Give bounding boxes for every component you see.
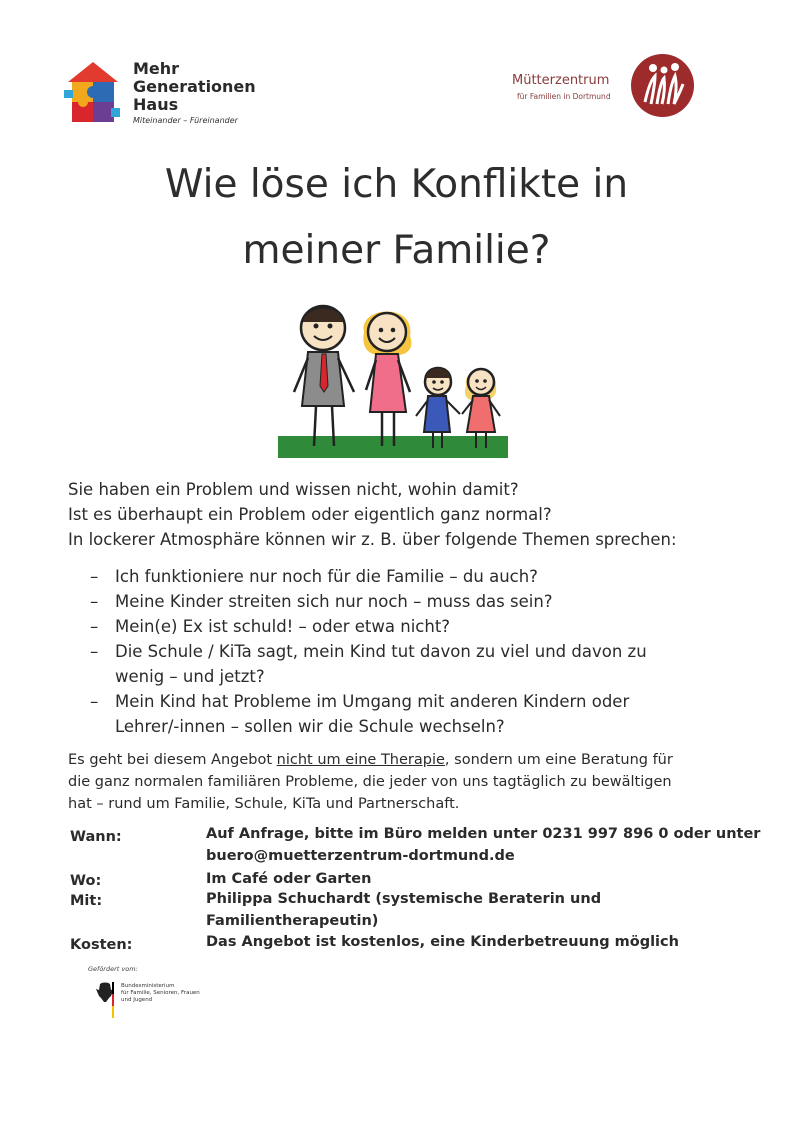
house-logo-icon [64,60,122,124]
offer-paragraph-line-2: die ganz normalen familiären Probleme, die jeder von uns tagtäglich zu bewältigen [68,774,672,790]
offer-paragraph-line-1 [68,752,673,768]
list-item: Mein Kind hat Probleme im Umgang mit anderen Kindern oder [115,692,630,711]
list-item-dash: – [90,567,99,586]
ministry-line-3: und Jugend [121,997,153,1003]
mgh-logo-text [133,60,256,114]
cost-value: Das Angebot ist kostenlos, eine Kinderbetreuung möglich [206,934,679,950]
mgh-line3: Haus [133,95,179,114]
offer-paragraph-line-3: hat – rund um Familie, Schule, KiTa und Partnerschaft. [68,796,460,812]
muetterzentrum-name: Mütterzentrum [512,73,610,88]
intro-line-3: In lockerer Atmosphäre können wir z. B. über folgende Themen sprechen: [68,530,677,549]
ministry-line-2: für Familie, Senioren, Frauen [121,990,200,996]
with-value-continuation: Familientherapeutin) [206,913,379,929]
page-title-line-1: Wie löse ich Konflikte in [164,162,629,207]
when-label: Wann: [70,829,122,845]
offer-text-end: , sondern um eine Beratung für [444,752,673,768]
list-item-continuation: Lehrer/-innen – sollen wir die Schule wechseln? [115,717,505,736]
mgh-line2: Generationen [133,77,256,96]
mgh-tagline: Miteinander – Füreinander [133,116,238,125]
with-label: Mit: [70,893,103,909]
ministry-name [121,983,200,1004]
list-item: Die Schule / KiTa sagt, mein Kind tut davon zu viel und davon zu [115,642,647,661]
muetterzentrum-logo-icon [631,54,694,117]
intro-line-1: Sie haben ein Problem und wissen nicht, wohin damit? [68,480,519,499]
list-item-dash: – [90,642,99,661]
ministry-line-1: Bundesministerium [121,983,175,989]
muetterzentrum-subtitle: für Familien in Dortmund [517,92,611,101]
with-value: Philippa Schuchardt (systemische Beraterin und [206,891,602,907]
offer-text-start: Es geht bei diesem Angebot [68,752,277,768]
list-item: Ich funktioniere nur noch für die Familie – du auch? [115,567,538,586]
list-item-dash: – [90,617,99,636]
page-title-line-2: meiner Familie? [242,228,551,273]
list-item-continuation: wenig – und jetzt? [115,667,265,686]
list-item: Mein(e) Ex ist schuld! – oder etwa nicht? [115,617,451,636]
mgh-line1: Mehr [133,59,180,78]
where-label: Wo: [70,873,102,889]
federal-eagle-icon [94,980,116,1020]
email-address[interactable]: buero@muetterzentrum-dortmund.de [206,848,515,864]
list-item-dash: – [90,592,99,611]
no-therapy-emphasis: nicht um eine Therapie [276,752,445,768]
intro-line-2: Ist es überhaupt ein Problem oder eigentlich ganz normal? [68,505,552,524]
cost-label: Kosten: [70,937,133,953]
list-item: Meine Kinder streiten sich nur noch – muss das sein? [115,592,553,611]
when-value: Auf Anfrage, bitte im Büro melden unter 0231 997 896 0 oder unter [206,826,761,842]
list-item-dash: – [90,692,99,711]
stick-family-icon [278,296,508,462]
funded-by-label: Gefördert vom: [88,965,138,973]
where-value: Im Café oder Garten [206,871,372,887]
